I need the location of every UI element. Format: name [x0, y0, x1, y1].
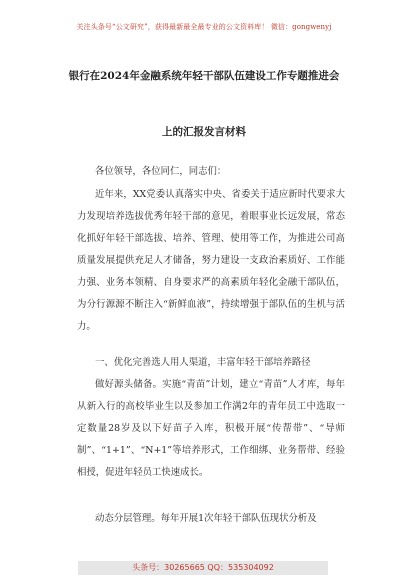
document-title-line-1: 银行在2024年金融系统年轻干部队伍建设工作专题推进会: [68, 70, 340, 82]
footer-bar: [78, 561, 328, 575]
paragraph-source-reserve: 做好源头储备。实施“青苗”计划，建立“青苗”人才库，每年从新入行的高校毕业生以及参加工作满2年的青年员工中选取一定数量28岁及以下好苗子入库，积极开展“传帮带”、“导师制”、“1+1”、“N+1”等培养形式，工作细绑、业务帮带、经验相授，促进年轻员工快速成长。: [77, 379, 345, 478]
paragraph-intro: 近年来，XX党委认真落实中央、省委关于适应新时代要求大力发现培养选拔优秀年轻干部的意见，着眼事业长远发展，常态化抓好年轻干部选拔、培养、管理、使用等工作，为推进公司高质量发展提供充足人才储备，努力建设一支政治素质好、工作能力强、业务本领精、自身要求严的高素质年轻化金融干部队伍，为分行源源不断注入“新鲜血液”，持续增强于部队伍的生机与活力。: [77, 189, 345, 332]
paragraph-dynamic-management: 动态分层管理。每年开展1次年轻干部队伍现状分析及: [95, 513, 317, 524]
header-banner: 关注头条号“公文研究”，获得最新最全最专业的公文资料库！ 微信：gongwenyj: [76, 23, 332, 31]
document-title-line-2: 上的汇报发言材料: [162, 126, 246, 138]
footer-text: 头条号：30265665 QQ：535304092: [132, 563, 274, 572]
section-heading-1: 一、优化完善选人用人渠道，丰富年轻干部培养路径: [95, 357, 311, 368]
greeting: 各位领导，各位同仁，同志们：: [95, 166, 227, 177]
